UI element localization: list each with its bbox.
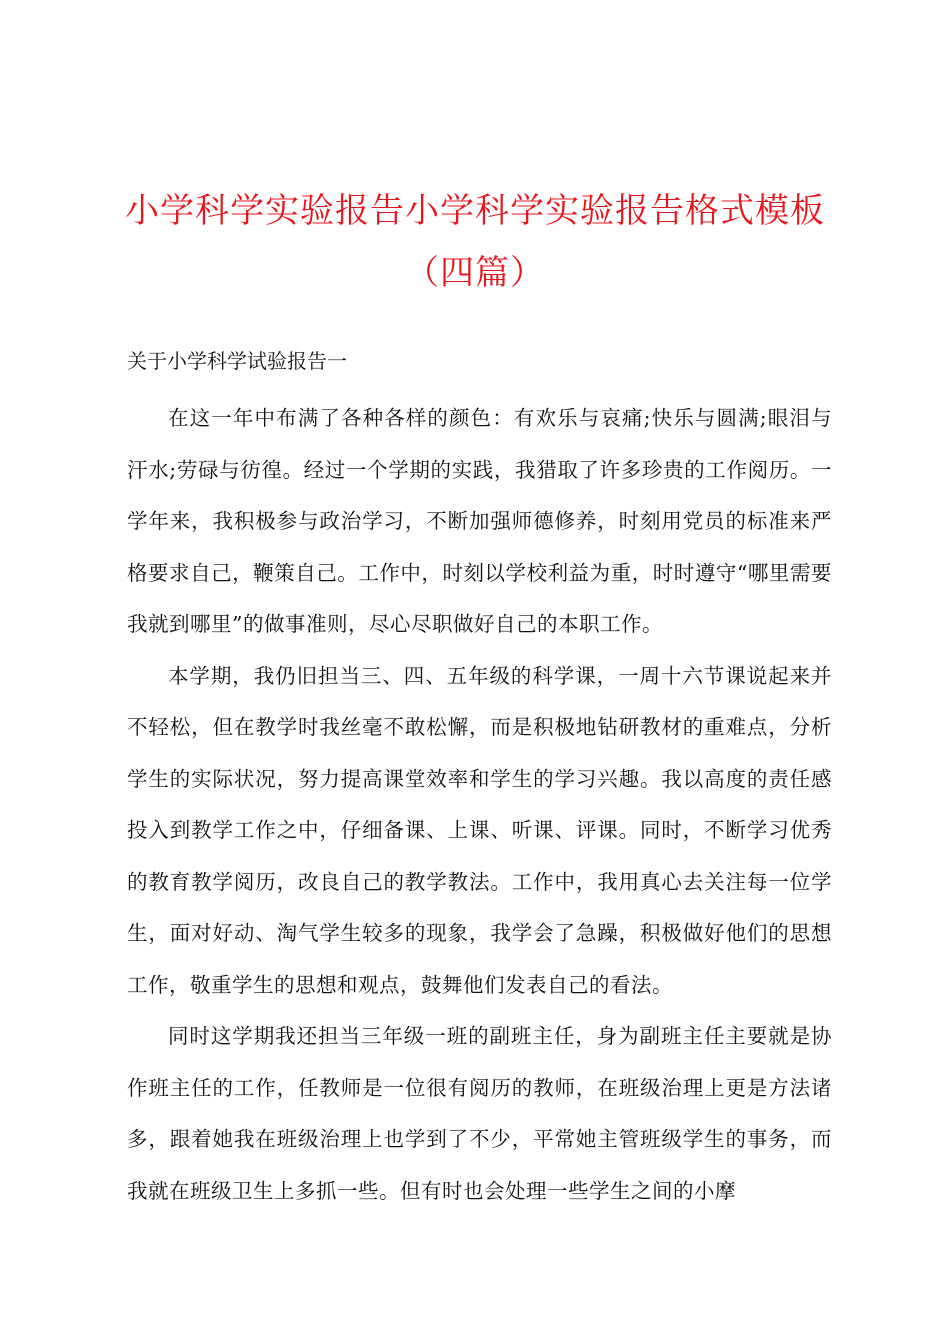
section-heading: 关于小学科学试验报告一 (127, 349, 347, 373)
paragraph-2: 本学期，我仍旧担当三、四、五年级的科学课，一周十六节课说起来并不轻松，但在教学时我丝毫不敢松懈，而是积极地钻研教材的重难点，分析学生的实际状况，努力提高课堂效率和学生的学习兴趣。我以高度的责任感投入到教学工作之中，仔细备课、上课、听课、评课。同时，不断学习优秀的教育教学阅历，改良自己的教学教法。工作中，我用真心去关注每一位学生，面对好动、淘气学生较多的现象，我学会了急躁，积极做好他们的思想工作，敬重学生的思想和观点，鼓舞他们发表自己的看法。 (127, 663, 832, 997)
document-body (127, 393, 832, 1217)
document-title: 小学科学实验报告小学科学实验报告格式模板（四篇） (125, 191, 825, 293)
paragraph-3: 同时这学期我还担当三年级一班的副班主任，身为副班主任主要就是协作班主任的工作，任教师是一位很有阅历的教师，在班级治理上更是方法诸多，跟着她我在班级治理上也学到了不少，平常她主管班级学生的事务，而我就在班级卫生上多抓一些。但有时也会处理一些学生之间的小摩 (127, 1024, 832, 1203)
paragraph-1: 在这一年中布满了各种各样的颜色：有欢乐与哀痛;快乐与圆满;眼泪与汗水;劳碌与彷徨。经过一个学期的实践，我猎取了许多珍贵的工作阅历。一学年来，我积极参与政治学习，不断加强师德修养，时刻用党员的标准来严格要求自己，鞭策自己。工作中，时刻以学校利益为重，时时遵守“哪里需要我就到哪里”的做事准则，尽心尽职做好自己的本职工作。 (127, 406, 832, 636)
